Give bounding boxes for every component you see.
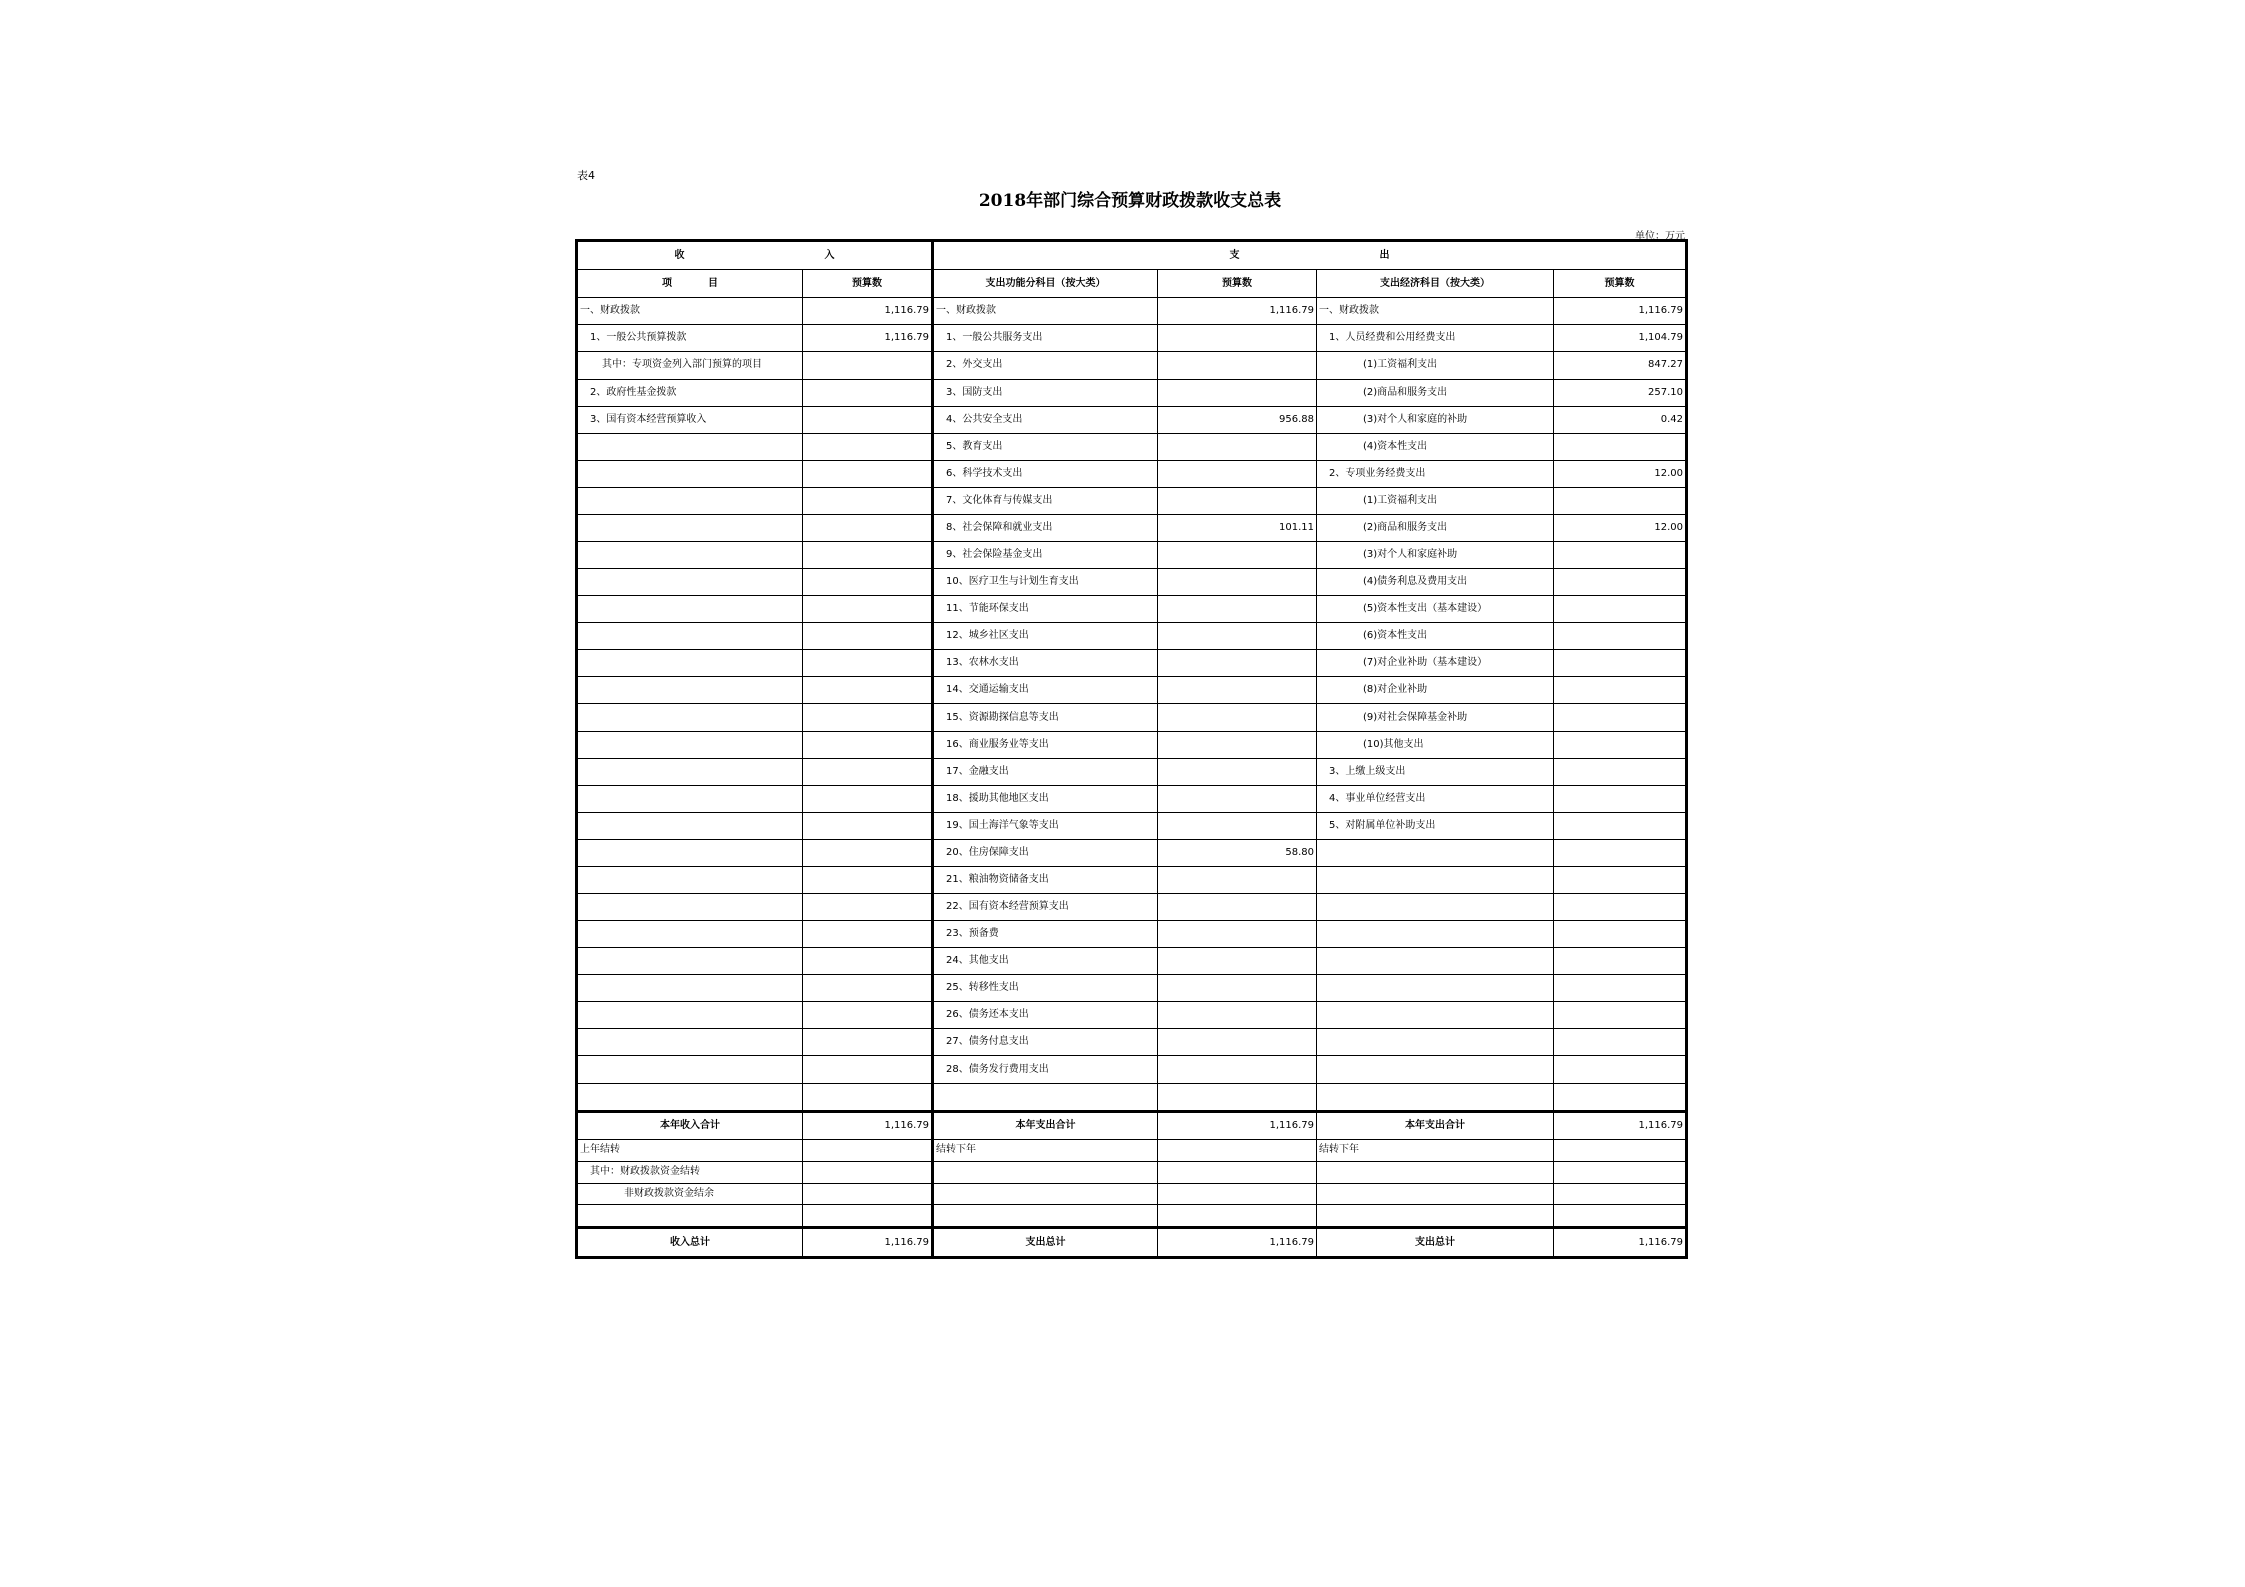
income-budget-cell — [803, 1183, 933, 1205]
econ-budget-cell — [1554, 975, 1687, 1002]
func-subject-cell: 结转下年 — [933, 1139, 1158, 1161]
func-budget-cell — [1158, 542, 1317, 569]
income-item-cell — [577, 1205, 803, 1228]
econ-budget-cell: 1,104.79 — [1554, 325, 1687, 352]
func-subject-cell: 3、国防支出 — [933, 379, 1158, 406]
econ-budget-cell — [1554, 1083, 1687, 1111]
econ-budget-cell — [1554, 785, 1687, 812]
income-item-cell — [577, 569, 803, 596]
func-subject-cell: 25、转移性支出 — [933, 975, 1158, 1002]
table-row — [577, 487, 1687, 514]
func-subject-cell: 16、商业服务业等支出 — [933, 731, 1158, 758]
func-subject-cell: 11、节能环保支出 — [933, 596, 1158, 623]
func-budget-cell: 1,116.79 — [1158, 298, 1317, 325]
table-row — [577, 812, 1687, 839]
func-subject-cell: 10、医疗卫生与计划生育支出 — [933, 569, 1158, 596]
econ-budget-cell — [1554, 650, 1687, 677]
income-item-cell — [577, 785, 803, 812]
econ-budget-cell — [1554, 921, 1687, 948]
table-row — [577, 894, 1687, 921]
func-budget-cell — [1158, 812, 1317, 839]
func-budget-cell — [1158, 569, 1317, 596]
income-budget-cell — [803, 1205, 933, 1228]
income-item-cell: 其中：专项资金列入部门预算的项目 — [577, 352, 803, 379]
econ-subject-cell — [1317, 839, 1554, 866]
income-item-cell: 1、一般公共预算拨款 — [577, 325, 803, 352]
income-budget-cell: 1,116.79 — [803, 1228, 933, 1258]
income-budget-cell — [803, 1002, 933, 1029]
table-row — [577, 379, 1687, 406]
income-budget-cell — [803, 514, 933, 541]
income-budget-cell — [803, 596, 933, 623]
econ-subject-cell — [1317, 1205, 1554, 1228]
table-row — [577, 1161, 1687, 1183]
table-row — [577, 1205, 1687, 1228]
func-subject-cell: 5、教育支出 — [933, 433, 1158, 460]
func-subject-cell: 一、财政拨款 — [933, 298, 1158, 325]
income-budget-cell — [803, 704, 933, 731]
func-subject-cell — [933, 1083, 1158, 1111]
income-budget-header: 预算数 — [803, 270, 933, 298]
func-budget-cell — [1158, 1139, 1317, 1161]
table-row — [577, 325, 1687, 352]
income-item-cell — [577, 650, 803, 677]
expense-char-1: 支 — [1229, 249, 1240, 261]
econ-subject-cell: (9)对社会保障基金补助 — [1317, 704, 1554, 731]
func-subject-cell: 本年支出合计 — [933, 1111, 1158, 1139]
func-subject-cell: 23、预备费 — [933, 921, 1158, 948]
func-subject-cell: 7、文化体育与传媒支出 — [933, 487, 1158, 514]
func-subject-cell: 14、交通运输支出 — [933, 677, 1158, 704]
econ-subject-cell — [1317, 948, 1554, 975]
econ-budget-cell: 12.00 — [1554, 514, 1687, 541]
econ-subject-cell: (5)资本性支出（基本建设） — [1317, 596, 1554, 623]
income-item-cell — [577, 866, 803, 893]
econ-budget-cell — [1554, 704, 1687, 731]
table-row — [577, 1083, 1687, 1111]
income-item-cell — [577, 623, 803, 650]
func-subject-cell: 22、国有资本经营预算支出 — [933, 894, 1158, 921]
item-header-char-2: 目 — [708, 277, 718, 289]
income-budget-cell — [803, 1029, 933, 1056]
func-subject-cell — [933, 1161, 1158, 1183]
func-subject-header: 支出功能分科目（按大类） — [933, 270, 1158, 298]
econ-subject-cell: 2、专项业务经费支出 — [1317, 460, 1554, 487]
func-budget-cell — [1158, 650, 1317, 677]
income-item-cell — [577, 704, 803, 731]
econ-subject-cell: (7)对企业补助（基本建设） — [1317, 650, 1554, 677]
func-budget-cell — [1158, 1029, 1317, 1056]
income-char-1: 收 — [674, 249, 685, 261]
income-item-cell — [577, 1056, 803, 1083]
func-budget-cell — [1158, 758, 1317, 785]
func-budget-cell — [1158, 1083, 1317, 1111]
econ-subject-cell — [1317, 975, 1554, 1002]
income-budget-cell — [803, 839, 933, 866]
income-item-cell — [577, 433, 803, 460]
item-header-char-1: 项 — [662, 277, 672, 289]
func-subject-cell — [933, 1183, 1158, 1205]
income-item-cell — [577, 921, 803, 948]
func-budget-cell — [1158, 596, 1317, 623]
expense-section-header — [933, 241, 1687, 270]
table-row — [577, 1183, 1687, 1205]
econ-budget-cell — [1554, 866, 1687, 893]
func-subject-cell: 2、外交支出 — [933, 352, 1158, 379]
income-item-cell — [577, 758, 803, 785]
table-row — [577, 785, 1687, 812]
func-subject-cell: 28、债务发行费用支出 — [933, 1056, 1158, 1083]
income-item-cell — [577, 514, 803, 541]
income-budget-cell — [803, 894, 933, 921]
econ-subject-cell: (6)资本性支出 — [1317, 623, 1554, 650]
income-budget-cell — [803, 731, 933, 758]
table-row — [577, 839, 1687, 866]
table-row — [577, 975, 1687, 1002]
section-header-row — [577, 241, 1687, 270]
econ-subject-cell: 4、事业单位经营支出 — [1317, 785, 1554, 812]
income-item-cell: 3、国有资本经营预算收入 — [577, 406, 803, 433]
income-item-cell — [577, 812, 803, 839]
table-row — [577, 596, 1687, 623]
func-subject-cell: 19、国土海洋气象等支出 — [933, 812, 1158, 839]
econ-subject-cell: (3)对个人和家庭的补助 — [1317, 406, 1554, 433]
income-budget-cell — [803, 1161, 933, 1183]
func-budget-cell — [1158, 433, 1317, 460]
econ-subject-cell — [1317, 1056, 1554, 1083]
econ-budget-cell — [1554, 1029, 1687, 1056]
func-subject-cell: 13、农林水支出 — [933, 650, 1158, 677]
econ-subject-cell: 本年支出合计 — [1317, 1111, 1554, 1139]
table-row — [577, 433, 1687, 460]
income-item-cell — [577, 1002, 803, 1029]
func-budget-cell: 1,116.79 — [1158, 1228, 1317, 1258]
func-subject-cell: 支出总计 — [933, 1228, 1158, 1258]
func-subject-cell: 12、城乡社区支出 — [933, 623, 1158, 650]
func-budget-header: 预算数 — [1158, 270, 1317, 298]
econ-subject-cell: 3、上缴上级支出 — [1317, 758, 1554, 785]
econ-subject-cell: (3)对个人和家庭补助 — [1317, 542, 1554, 569]
income-item-cell: 本年收入合计 — [577, 1111, 803, 1139]
econ-budget-cell: 1,116.79 — [1554, 298, 1687, 325]
income-budget-cell — [803, 866, 933, 893]
econ-budget-cell: 257.10 — [1554, 379, 1687, 406]
func-budget-cell: 101.11 — [1158, 514, 1317, 541]
income-item-cell — [577, 894, 803, 921]
table-row — [577, 542, 1687, 569]
econ-subject-cell: 结转下年 — [1317, 1139, 1554, 1161]
document-title: 2018年部门综合预算财政拨款收支总表 — [978, 191, 1282, 211]
income-budget-cell — [803, 975, 933, 1002]
econ-budget-cell: 0.42 — [1554, 406, 1687, 433]
econ-subject-cell: (4)债务利息及费用支出 — [1317, 569, 1554, 596]
table-row — [577, 623, 1687, 650]
econ-budget-cell — [1554, 1056, 1687, 1083]
table-row — [577, 514, 1687, 541]
income-item-cell — [577, 975, 803, 1002]
func-subject-cell: 20、住房保障支出 — [933, 839, 1158, 866]
func-budget-cell: 1,116.79 — [1158, 1111, 1317, 1139]
econ-budget-cell — [1554, 758, 1687, 785]
func-subject-cell: 26、债务还本支出 — [933, 1002, 1158, 1029]
income-budget-cell — [803, 812, 933, 839]
econ-subject-cell — [1317, 894, 1554, 921]
income-budget-cell — [803, 569, 933, 596]
income-budget-cell — [803, 1139, 933, 1161]
econ-budget-cell — [1554, 948, 1687, 975]
func-subject-cell: 6、科学技术支出 — [933, 460, 1158, 487]
table-row — [577, 650, 1687, 677]
income-item-cell: 其中：财政拨款资金结转 — [577, 1161, 803, 1183]
func-subject-cell: 27、债务付息支出 — [933, 1029, 1158, 1056]
income-budget-cell — [803, 948, 933, 975]
income-budget-cell — [803, 460, 933, 487]
income-item-cell — [577, 542, 803, 569]
func-budget-cell — [1158, 352, 1317, 379]
econ-subject-cell — [1317, 1161, 1554, 1183]
income-section-header — [577, 241, 933, 270]
income-budget-cell — [803, 1083, 933, 1111]
econ-subject-cell: (2)商品和服务支出 — [1317, 514, 1554, 541]
func-subject-cell — [933, 1205, 1158, 1228]
func-budget-cell: 956.88 — [1158, 406, 1317, 433]
func-budget-cell — [1158, 1183, 1317, 1205]
table-row — [577, 298, 1687, 325]
item-header — [577, 270, 803, 298]
table-row — [577, 1002, 1687, 1029]
econ-subject-header: 支出经济科目（按大类） — [1317, 270, 1554, 298]
func-subject-cell: 18、援助其他地区支出 — [933, 785, 1158, 812]
table-row — [577, 677, 1687, 704]
income-item-cell — [577, 460, 803, 487]
econ-subject-cell — [1317, 866, 1554, 893]
income-budget-cell — [803, 785, 933, 812]
func-budget-cell — [1158, 1002, 1317, 1029]
econ-budget-cell — [1554, 677, 1687, 704]
econ-budget-cell — [1554, 1139, 1687, 1161]
income-item-cell — [577, 948, 803, 975]
income-item-cell — [577, 839, 803, 866]
income-budget-cell — [803, 921, 933, 948]
econ-subject-cell — [1317, 1183, 1554, 1205]
func-subject-cell: 15、资源勘探信息等支出 — [933, 704, 1158, 731]
income-item-cell — [577, 596, 803, 623]
table-row — [577, 1029, 1687, 1056]
table-row — [577, 704, 1687, 731]
func-budget-cell — [1158, 704, 1317, 731]
income-item-cell — [577, 677, 803, 704]
func-budget-cell — [1158, 487, 1317, 514]
econ-budget-cell — [1554, 839, 1687, 866]
econ-subject-cell: (10)其他支出 — [1317, 731, 1554, 758]
func-budget-cell — [1158, 731, 1317, 758]
econ-budget-cell — [1554, 623, 1687, 650]
income-budget-cell — [803, 352, 933, 379]
econ-subject-cell: (2)商品和服务支出 — [1317, 379, 1554, 406]
income-budget-cell — [803, 650, 933, 677]
func-subject-cell: 4、公共安全支出 — [933, 406, 1158, 433]
econ-budget-cell — [1554, 1205, 1687, 1228]
unit-label: 单位：万元 — [1635, 231, 1685, 242]
econ-budget-cell: 12.00 — [1554, 460, 1687, 487]
income-budget-cell: 1,116.79 — [803, 298, 933, 325]
func-budget-cell — [1158, 379, 1317, 406]
table-row — [577, 460, 1687, 487]
func-budget-cell — [1158, 785, 1317, 812]
income-item-cell: 收入总计 — [577, 1228, 803, 1258]
income-item-cell — [577, 1083, 803, 1111]
econ-subject-cell — [1317, 1083, 1554, 1111]
econ-subject-cell — [1317, 1029, 1554, 1056]
econ-subject-cell: 1、人员经费和公用经费支出 — [1317, 325, 1554, 352]
func-subject-cell: 21、粮油物资储备支出 — [933, 866, 1158, 893]
econ-budget-cell — [1554, 569, 1687, 596]
income-item-cell — [577, 731, 803, 758]
table-row — [577, 948, 1687, 975]
econ-subject-cell: 一、财政拨款 — [1317, 298, 1554, 325]
econ-subject-cell: (1)工资福利支出 — [1317, 487, 1554, 514]
econ-budget-cell — [1554, 731, 1687, 758]
current-total-row — [577, 1111, 1687, 1139]
func-budget-cell — [1158, 948, 1317, 975]
income-item-cell: 2、政府性基金拨款 — [577, 379, 803, 406]
econ-budget-cell — [1554, 542, 1687, 569]
income-budget-cell — [803, 758, 933, 785]
econ-budget-cell: 847.27 — [1554, 352, 1687, 379]
table-row — [577, 1056, 1687, 1083]
income-budget-cell — [803, 379, 933, 406]
func-budget-cell — [1158, 623, 1317, 650]
table-row — [577, 866, 1687, 893]
income-budget-cell — [803, 406, 933, 433]
income-budget-cell — [803, 433, 933, 460]
table-row — [577, 352, 1687, 379]
econ-subject-cell: (8)对企业补助 — [1317, 677, 1554, 704]
income-item-cell: 上年结转 — [577, 1139, 803, 1161]
grand-total-row — [577, 1228, 1687, 1258]
func-subject-cell: 9、社会保险基金支出 — [933, 542, 1158, 569]
func-budget-cell — [1158, 975, 1317, 1002]
income-budget-cell: 1,116.79 — [803, 325, 933, 352]
econ-subject-cell: 5、对附属单位补助支出 — [1317, 812, 1554, 839]
func-budget-cell — [1158, 677, 1317, 704]
budget-table — [575, 239, 1688, 1259]
econ-subject-cell: 支出总计 — [1317, 1228, 1554, 1258]
income-item-cell: 一、财政拨款 — [577, 298, 803, 325]
econ-budget-cell: 1,116.79 — [1554, 1111, 1687, 1139]
table-row — [577, 921, 1687, 948]
table-row — [577, 731, 1687, 758]
func-budget-cell — [1158, 325, 1317, 352]
table-row — [577, 1139, 1687, 1161]
income-item-cell: 非财政拨款资金结余 — [577, 1183, 803, 1205]
func-subject-cell: 17、金融支出 — [933, 758, 1158, 785]
income-char-2: 入 — [824, 249, 835, 261]
func-budget-cell — [1158, 1056, 1317, 1083]
func-budget-cell — [1158, 1161, 1317, 1183]
income-budget-cell — [803, 677, 933, 704]
func-subject-cell: 24、其他支出 — [933, 948, 1158, 975]
func-budget-cell — [1158, 866, 1317, 893]
func-budget-cell — [1158, 460, 1317, 487]
func-budget-cell — [1158, 894, 1317, 921]
econ-budget-cell — [1554, 894, 1687, 921]
income-budget-cell — [803, 542, 933, 569]
income-budget-cell — [803, 623, 933, 650]
econ-subject-cell — [1317, 921, 1554, 948]
func-subject-cell: 8、社会保障和就业支出 — [933, 514, 1158, 541]
expense-char-2: 出 — [1379, 249, 1390, 261]
econ-budget-cell — [1554, 433, 1687, 460]
econ-budget-cell — [1554, 812, 1687, 839]
income-item-cell — [577, 1029, 803, 1056]
income-item-cell — [577, 487, 803, 514]
income-budget-cell — [803, 487, 933, 514]
table-row — [577, 569, 1687, 596]
func-budget-cell — [1158, 1205, 1317, 1228]
income-budget-cell: 1,116.79 — [803, 1111, 933, 1139]
econ-subject-cell: (1)工资福利支出 — [1317, 352, 1554, 379]
econ-budget-cell — [1554, 1161, 1687, 1183]
econ-budget-cell — [1554, 1002, 1687, 1029]
func-budget-cell: 58.80 — [1158, 839, 1317, 866]
econ-subject-cell — [1317, 1002, 1554, 1029]
income-budget-cell — [803, 1056, 933, 1083]
econ-budget-cell — [1554, 487, 1687, 514]
func-budget-cell — [1158, 921, 1317, 948]
econ-budget-header: 预算数 — [1554, 270, 1687, 298]
column-header-row — [577, 270, 1687, 298]
econ-budget-cell — [1554, 596, 1687, 623]
func-subject-cell: 1、一般公共服务支出 — [933, 325, 1158, 352]
econ-budget-cell — [1554, 1183, 1687, 1205]
table-row — [577, 406, 1687, 433]
table-number: 表4 — [577, 169, 595, 182]
econ-subject-cell: (4)资本性支出 — [1317, 433, 1554, 460]
table-row — [577, 758, 1687, 785]
econ-budget-cell: 1,116.79 — [1554, 1228, 1687, 1258]
